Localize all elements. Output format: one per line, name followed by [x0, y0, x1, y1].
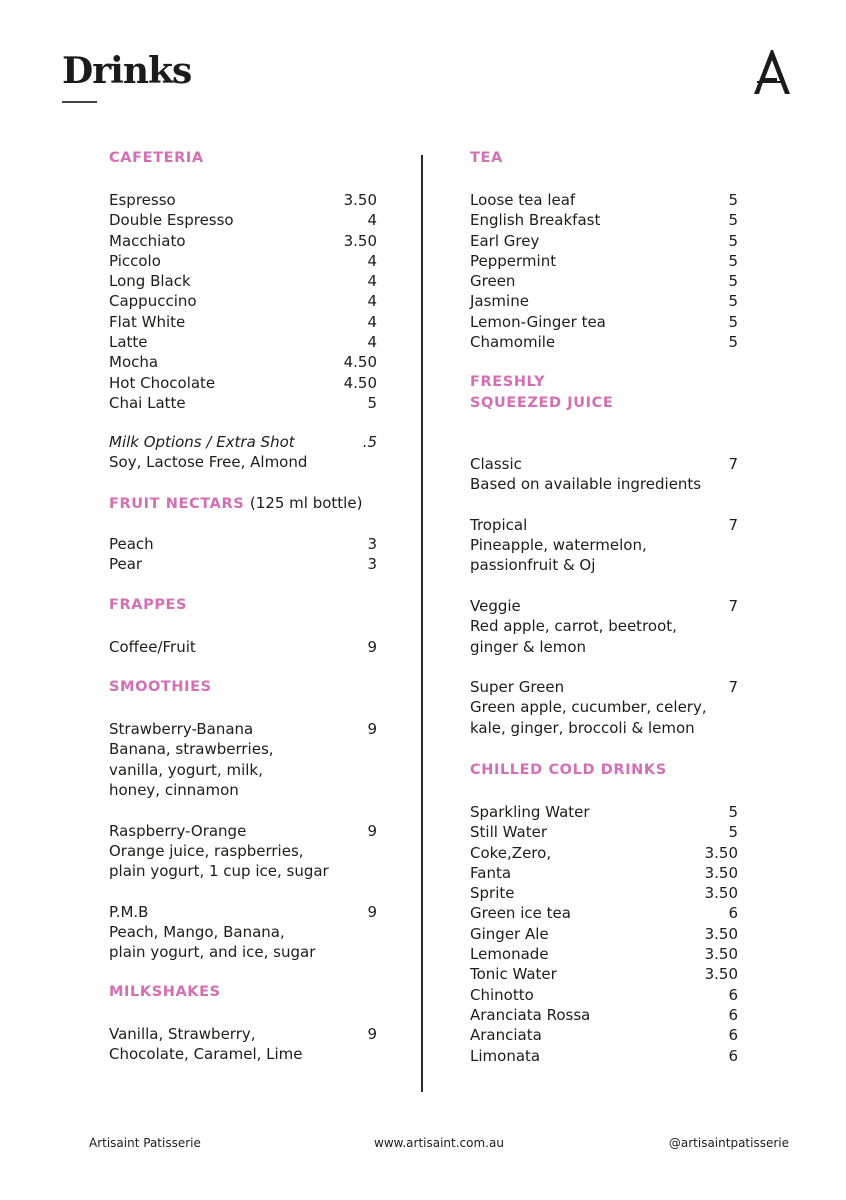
nectars-section [109, 493, 377, 515]
item-name: Peach [109, 535, 154, 553]
item-description: honey, cinnamon [109, 781, 239, 800]
item-price: 5 [367, 393, 377, 412]
menu-item [470, 863, 738, 883]
menu-item [470, 291, 738, 311]
item-price: 4 [367, 272, 377, 291]
item-name: Hot Chocolate [109, 373, 216, 392]
menu-item [470, 515, 738, 576]
item-name: Classic [470, 455, 522, 473]
item-price: 6 [728, 985, 738, 1004]
item-name: Aranciata Rossa [470, 1005, 591, 1024]
item-price: 4.50 [343, 373, 377, 392]
item-price: 6 [728, 904, 738, 923]
item-name: Pear [109, 555, 143, 574]
item-description: Orange juice, raspberries, [109, 841, 304, 860]
item-price: 7 [728, 677, 738, 696]
item-price: 4 [367, 333, 377, 352]
item-name: Macchiato [109, 231, 186, 250]
item-name: Chamomile [470, 333, 556, 352]
menu-item [109, 190, 377, 210]
item-price: 9 [367, 1025, 377, 1043]
menu-item [470, 1005, 738, 1025]
menu-item [470, 843, 738, 863]
menu-item [109, 271, 377, 291]
menu-item [109, 719, 377, 801]
item-price: 4.50 [343, 353, 377, 372]
page-title: Drinks [62, 50, 192, 92]
smoothies-section [109, 677, 377, 698]
menu-item [470, 903, 738, 923]
item-price: 6 [728, 1046, 738, 1065]
item-price: 3.50 [704, 843, 738, 862]
item-name: Espresso [109, 191, 176, 209]
menu-item [470, 944, 738, 964]
item-name: Raspberry-Orange [109, 821, 247, 840]
item-description: Green apple, cucumber, celery, [470, 698, 707, 717]
menu-item [470, 1025, 738, 1045]
item-price: 5 [728, 333, 738, 352]
item-name: Cappuccino [109, 292, 197, 311]
menu-item [109, 534, 377, 554]
item-name: Sprite [470, 884, 515, 903]
item-name: Ginger Ale [470, 924, 549, 943]
item-price: 3.50 [704, 945, 738, 964]
milk-options [109, 432, 377, 473]
item-name: Vanilla, Strawberry, [109, 1025, 256, 1043]
menu-item [470, 677, 738, 738]
item-name: English Breakfast [470, 211, 601, 230]
item-price: 5 [728, 803, 738, 821]
menu-item [109, 291, 377, 311]
item-name: Latte [109, 333, 148, 352]
item-price: 5 [728, 272, 738, 291]
item-name: Chai Latte [109, 393, 186, 412]
item-name: Coke,Zero, [470, 843, 552, 862]
item-description: Banana, strawberries, [109, 740, 274, 759]
section-note: (125 ml bottle) [249, 494, 363, 512]
item-name: Chinotto [470, 985, 534, 1004]
item-price: 3.50 [704, 884, 738, 903]
item-name: Piccolo [109, 251, 161, 270]
item-row [109, 821, 377, 841]
item-price: 9 [367, 720, 377, 738]
tea-section [470, 148, 738, 169]
item-name: Tonic Water [470, 965, 557, 984]
item-description: Peach, Mango, Banana, [109, 922, 285, 941]
item-name: Milk Options / Extra Shot [109, 433, 295, 451]
section-heading: SMOOTHIES [109, 679, 212, 695]
item-name: Fanta [470, 863, 512, 882]
cold-drinks-list [470, 802, 738, 1066]
item-name: Jasmine [470, 292, 529, 311]
item-price: 5 [728, 191, 738, 209]
item-name: Earl Grey [470, 231, 540, 250]
item-price: 4 [367, 211, 377, 230]
menu-item [470, 251, 738, 271]
item-price: 6 [728, 1026, 738, 1045]
menu-item [470, 596, 738, 657]
item-price: 7 [728, 515, 738, 534]
item-name: Lemon-Ginger tea [470, 312, 606, 331]
item-name: Sparkling Water [470, 803, 590, 821]
item-price: 3.50 [704, 863, 738, 882]
item-price: 5 [728, 823, 738, 842]
section-heading: CAFETERIA [109, 150, 204, 166]
menu-item [109, 393, 377, 413]
item-price: 9 [367, 638, 377, 656]
smoothies-list [109, 719, 377, 963]
menu-item [470, 190, 738, 210]
section-heading: MILKSHAKES [109, 984, 221, 1000]
item-description: passionfruit & Oj [470, 556, 596, 575]
item-price: 5 [728, 231, 738, 250]
frappes-list [109, 637, 377, 657]
item-name: Veggie [470, 596, 521, 615]
menu-item [470, 454, 738, 495]
item-name: Tropical [470, 515, 528, 534]
frappes-section [109, 595, 377, 616]
menu-item [109, 637, 377, 657]
footer-website-link[interactable]: www.artisaint.com.au [374, 1136, 504, 1150]
item-price: 5 [728, 312, 738, 331]
footer-business-name: Artisaint Patisserie [89, 1136, 201, 1150]
item-row [470, 515, 738, 535]
menu-item [470, 964, 738, 984]
item-price: 3 [367, 535, 377, 553]
menu-item [470, 802, 738, 822]
tea-list [470, 190, 738, 352]
item-description: plain yogurt, 1 cup ice, sugar [109, 862, 329, 881]
item-description: Based on available ingredients [470, 475, 702, 494]
item-name: Green ice tea [470, 904, 571, 923]
item-name: Flat White [109, 312, 186, 331]
juice-section [470, 372, 738, 414]
item-price: 5 [728, 211, 738, 230]
item-price: 3 [367, 555, 377, 574]
menu-item [109, 312, 377, 332]
menu-item [109, 373, 377, 393]
item-price: 5 [728, 292, 738, 311]
menu-item [109, 821, 377, 882]
item-price: 7 [728, 455, 738, 473]
section-heading: FRESHLY [470, 374, 546, 390]
item-price: 4 [367, 312, 377, 331]
item-name: Chocolate, Caramel, Lime [109, 1045, 303, 1064]
item-description: Pineapple, watermelon, [470, 536, 647, 554]
menu-item [109, 251, 377, 271]
menu-item [109, 332, 377, 352]
section-heading: CHILLED COLD DRINKS [470, 762, 667, 778]
item-description: ginger & lemon [470, 637, 587, 656]
item-description: plain yogurt, and ice, sugar [109, 943, 316, 962]
menu-item [470, 271, 738, 291]
item-row [470, 677, 738, 697]
item-name: Double Espresso [109, 211, 234, 230]
title-underline [62, 101, 97, 103]
item-price: 9 [367, 821, 377, 840]
item-name: Aranciata [470, 1026, 542, 1045]
menu-item [470, 883, 738, 903]
item-name: Long Black [109, 272, 191, 291]
item-price: .5 [362, 433, 377, 451]
item-description: Soy, Lactose Free, Almond [109, 453, 308, 472]
item-price: 6 [728, 1005, 738, 1024]
menu-item [470, 332, 738, 352]
section-heading: FRUIT NECTARS [109, 496, 245, 512]
menu-item [470, 231, 738, 251]
item-price: 4 [367, 292, 377, 311]
section-heading: FRAPPES [109, 597, 188, 613]
item-name: Green [470, 272, 516, 291]
item-name: Peppermint [470, 251, 557, 270]
item-description: Red apple, carrot, beetroot, [470, 617, 677, 636]
menu-item [470, 924, 738, 944]
item-name: Coffee/Fruit [109, 638, 196, 656]
item-name: Still Water [470, 823, 548, 842]
item-name: Mocha [109, 353, 159, 372]
item-row [470, 454, 738, 474]
cafeteria-list [109, 190, 377, 413]
section-heading: TEA [470, 150, 503, 166]
cafeteria-section [109, 148, 377, 169]
item-price: 4 [367, 251, 377, 270]
item-row [109, 719, 377, 739]
menu-item [470, 1046, 738, 1066]
item-price: 3.50 [343, 191, 377, 209]
juice-list [470, 454, 738, 738]
item-price: 3.50 [704, 965, 738, 984]
artisaint-logo-icon [751, 48, 791, 96]
menu-item [109, 554, 377, 574]
menu-item [470, 822, 738, 842]
menu-item [470, 312, 738, 332]
menu-item [109, 231, 377, 251]
item-price: 3.50 [343, 231, 377, 250]
menu-item [470, 985, 738, 1005]
item-description: kale, ginger, broccoli & lemon [470, 718, 695, 737]
milkshakes-item [109, 1024, 377, 1065]
item-row [470, 596, 738, 616]
menu-item [109, 210, 377, 230]
menu-item [470, 210, 738, 230]
footer-social-handle[interactable]: @artisaintpatisserie [668, 1136, 789, 1150]
menu-item [109, 352, 377, 372]
item-name: P.M.B [109, 902, 149, 921]
item-name: Loose tea leaf [470, 191, 576, 209]
item-price: 7 [728, 596, 738, 615]
item-price: 9 [367, 902, 377, 921]
nectars-list [109, 534, 377, 575]
item-description: vanilla, yogurt, milk, [109, 760, 263, 779]
item-name: Limonata [470, 1046, 541, 1065]
milkshakes-section [109, 982, 377, 1003]
item-price: 3.50 [704, 924, 738, 943]
menu-item [109, 902, 377, 963]
item-name: Strawberry-Banana [109, 720, 254, 738]
item-row [109, 902, 377, 922]
item-price: 5 [728, 251, 738, 270]
cold-section [470, 760, 738, 781]
section-heading: SQUEEZED JUICE [470, 395, 614, 411]
column-divider [421, 155, 423, 1092]
item-name: Lemonade [470, 945, 549, 964]
item-name: Super Green [470, 677, 565, 696]
